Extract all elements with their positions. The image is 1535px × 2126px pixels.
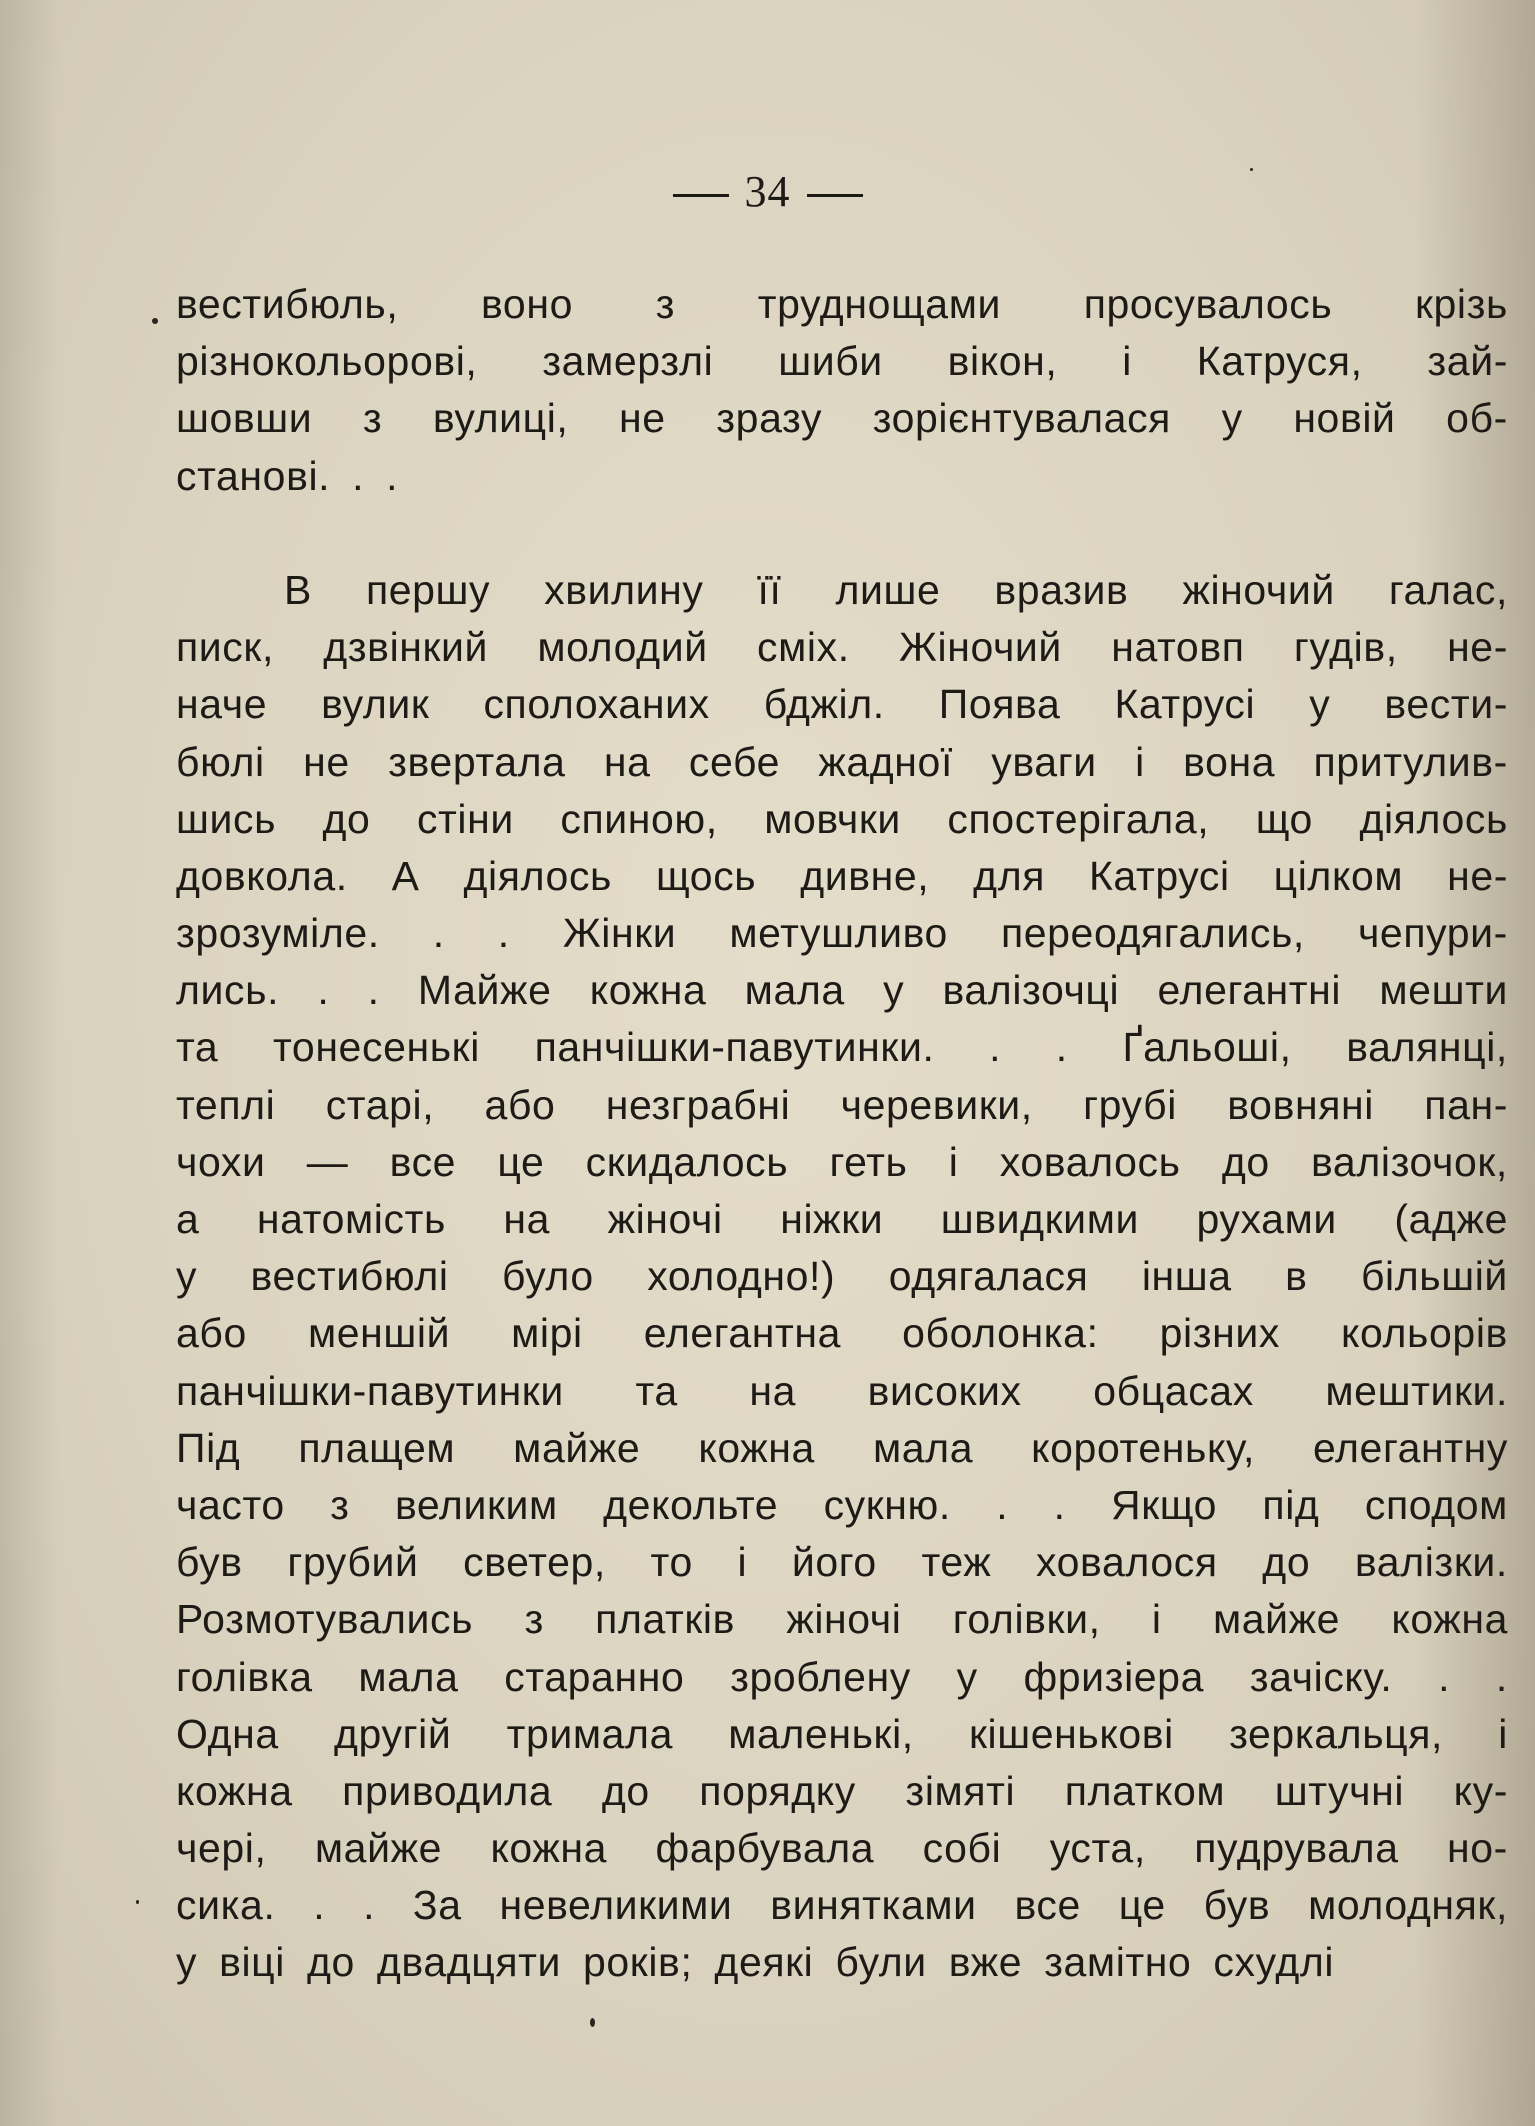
word: у — [956, 1653, 978, 1700]
word: ховалося — [1036, 1539, 1218, 1586]
word: голівка — [176, 1653, 313, 1700]
word: кожна — [698, 1424, 815, 1471]
word: старанно — [504, 1653, 685, 1700]
word: більшій — [1360, 1253, 1508, 1300]
text-line: станові. . . — [176, 452, 399, 499]
word: мірі — [511, 1310, 583, 1357]
word: фарбувала — [655, 1825, 875, 1872]
word: Одна — [176, 1710, 279, 1757]
word: Під — [176, 1424, 241, 1471]
text-line — [176, 1591, 1508, 1648]
word: або — [484, 1081, 556, 1128]
word: не- — [1447, 624, 1508, 671]
page-number — [0, 166, 1535, 217]
text-line — [176, 734, 1508, 791]
word: маленькі, — [728, 1710, 914, 1757]
word: Поява — [938, 681, 1061, 728]
word: що — [1255, 795, 1313, 842]
word: . — [1438, 1653, 1451, 1700]
word: високих — [867, 1367, 1022, 1414]
text-line — [176, 676, 1508, 733]
word: різних — [1159, 1310, 1280, 1357]
word: було — [502, 1253, 594, 1300]
word: панчішки-павутинки. — [534, 1024, 935, 1071]
word: шиби — [778, 338, 883, 385]
word: ку- — [1453, 1767, 1508, 1814]
word: стіни — [416, 795, 514, 842]
word: . — [367, 967, 380, 1014]
word: другій — [334, 1710, 452, 1757]
word: мештики. — [1325, 1367, 1508, 1414]
word: мешти — [1379, 967, 1508, 1014]
word: то — [650, 1539, 693, 1586]
word: переодягались, — [1000, 910, 1305, 957]
text-line — [176, 1134, 1508, 1191]
word: уваги — [991, 738, 1097, 785]
word: чохи — [176, 1138, 266, 1185]
word: винятками — [770, 1882, 977, 1929]
word: великим — [394, 1481, 558, 1528]
word: скидалось — [585, 1138, 789, 1185]
word: зорієнтувалася — [872, 395, 1171, 442]
word: інша — [1141, 1253, 1232, 1300]
word: мовчки — [764, 795, 901, 842]
word: жіночі — [786, 1596, 902, 1643]
word: на — [603, 738, 651, 785]
word: одягалася — [888, 1253, 1089, 1300]
text-line — [176, 791, 1508, 848]
word: старі, — [325, 1081, 435, 1128]
word: цілком — [1273, 852, 1404, 899]
page-number-dash-right — [807, 194, 863, 197]
text-line — [176, 1077, 1508, 1134]
text-line — [176, 1019, 1508, 1076]
word: до — [601, 1767, 650, 1814]
word: з — [524, 1596, 544, 1643]
text-line — [176, 962, 1508, 1019]
word: на — [749, 1367, 797, 1414]
word: . — [432, 910, 445, 957]
word: зрозуміле. — [176, 910, 380, 957]
word: плащем — [298, 1424, 456, 1471]
word: з — [655, 281, 676, 327]
word: Катрусі — [1088, 852, 1230, 899]
word: з — [330, 1481, 350, 1528]
word: кожна — [176, 1767, 293, 1814]
word: грубий — [287, 1539, 419, 1586]
page-number-dash-left — [673, 194, 729, 197]
word: теплі — [176, 1081, 276, 1128]
text-line — [176, 1305, 1508, 1362]
word: або — [176, 1310, 247, 1357]
word: це — [1118, 1882, 1166, 1929]
word: з — [362, 395, 383, 442]
word: шись — [176, 795, 277, 842]
word: все — [1014, 1882, 1081, 1929]
word: хвилину — [544, 566, 704, 613]
word: та — [176, 1024, 219, 1071]
text-line — [176, 905, 1508, 962]
word: і — [1135, 738, 1145, 785]
word: Катруся, — [1196, 338, 1363, 385]
word: часто — [176, 1481, 285, 1528]
word: А — [391, 852, 420, 899]
word: пудрувала — [1194, 1825, 1399, 1872]
word: мала — [358, 1653, 459, 1700]
word: спостерігала, — [947, 795, 1210, 842]
page-number-value: 34 — [744, 167, 791, 216]
word: зай- — [1427, 338, 1508, 385]
text-line — [176, 1477, 1508, 1534]
word: вестибюль, — [176, 281, 399, 327]
word: майже — [314, 1825, 443, 1872]
word: труднощами — [757, 281, 1002, 327]
word: вулик — [321, 681, 430, 728]
word: шовши — [176, 395, 313, 442]
word: вікон, — [947, 338, 1058, 385]
word: невеликими — [499, 1882, 733, 1929]
word: штучні — [1274, 1767, 1405, 1814]
word: Майже — [417, 967, 552, 1014]
word: жадної — [818, 738, 953, 785]
word: і — [948, 1138, 959, 1185]
word: (адже — [1394, 1196, 1508, 1242]
word: За — [412, 1882, 462, 1929]
word: . — [989, 1024, 1002, 1071]
word: светер, — [463, 1539, 606, 1586]
word: мала — [872, 1424, 974, 1471]
word: притулив- — [1313, 738, 1508, 785]
word: Розмотувались — [176, 1596, 474, 1643]
word: дзвінкий — [323, 624, 489, 671]
word: лись. — [176, 967, 280, 1014]
word: В — [284, 566, 312, 613]
text-line — [176, 1820, 1508, 1877]
word: пан- — [1424, 1081, 1508, 1128]
word: платків — [595, 1596, 735, 1643]
word: Катрусі — [1114, 681, 1256, 728]
text-line — [176, 848, 1508, 905]
word: Жіночий — [899, 624, 1062, 671]
word: до — [322, 795, 371, 842]
word: і — [1122, 338, 1132, 385]
word: у — [176, 1253, 198, 1300]
word: просувалось — [1083, 281, 1333, 327]
word: не — [303, 738, 350, 785]
text-line — [176, 390, 1508, 447]
word: і — [737, 1539, 748, 1586]
word: рухами — [1196, 1196, 1337, 1242]
word: сика. — [176, 1882, 276, 1929]
word: обцасах — [1093, 1367, 1254, 1414]
word: сполоханих — [483, 681, 710, 728]
text-line: у віці до двадцяти років; деякі були вже замітно схудлі — [176, 1939, 1335, 1986]
word: сподом — [1364, 1481, 1508, 1528]
word: різнокольорові, — [176, 338, 478, 385]
word: зроблену — [730, 1653, 911, 1700]
word: натовп — [1111, 624, 1245, 671]
text-line — [176, 1248, 1508, 1305]
word: грубі — [1083, 1081, 1177, 1128]
word: . — [313, 1882, 326, 1929]
word: галас, — [1388, 566, 1508, 613]
word: кольорів — [1341, 1310, 1508, 1357]
word: елегантну — [1312, 1424, 1508, 1471]
word: спиною, — [560, 795, 718, 842]
word: сміх. — [757, 624, 850, 671]
word: бджіл. — [763, 681, 885, 728]
word: звертала — [388, 738, 566, 785]
word: до — [1262, 1539, 1311, 1586]
ink-speck — [590, 2018, 595, 2027]
word: геть — [829, 1138, 908, 1185]
word: декольте — [603, 1481, 779, 1528]
word: об- — [1446, 395, 1508, 442]
word: і — [1151, 1596, 1162, 1643]
word: крізь — [1414, 281, 1508, 327]
word: для — [973, 852, 1046, 899]
word: наче — [176, 681, 268, 728]
word: елегантні — [1157, 967, 1342, 1014]
word: валізки. — [1354, 1539, 1508, 1586]
word: теж — [921, 1539, 992, 1586]
word: валізочок, — [1311, 1138, 1508, 1185]
word: Ґальоші, — [1122, 1024, 1292, 1071]
text-line — [176, 1420, 1508, 1477]
text-line — [176, 1649, 1508, 1706]
word: вести- — [1384, 681, 1508, 728]
word: майже — [513, 1424, 641, 1471]
word: на — [503, 1196, 551, 1242]
word: першу — [365, 566, 491, 613]
word: кожна — [589, 967, 707, 1014]
word: майже — [1212, 1596, 1341, 1643]
word: це — [497, 1138, 545, 1185]
word: кожна — [490, 1825, 608, 1872]
word: та — [635, 1367, 678, 1414]
word: жіночий — [1182, 566, 1335, 613]
word: . — [1053, 1481, 1066, 1528]
text-line — [176, 619, 1508, 676]
word: і — [1498, 1710, 1508, 1757]
word: писк, — [176, 624, 274, 671]
word: не — [619, 395, 666, 442]
word: зачіску. — [1249, 1653, 1393, 1700]
ink-speck — [152, 318, 158, 324]
word: у — [883, 967, 905, 1014]
word: бюлі — [176, 738, 265, 785]
word: вестибюлі — [250, 1253, 449, 1300]
word: елегантна — [643, 1310, 842, 1357]
word: діялось — [1359, 795, 1508, 842]
word: зімяті — [905, 1767, 1016, 1814]
word: мала — [744, 967, 845, 1014]
word: холодно!) — [647, 1253, 836, 1300]
word: . — [996, 1481, 1009, 1528]
text-line — [176, 276, 1508, 333]
text-line — [176, 1363, 1508, 1420]
word: замерзлі — [542, 338, 714, 385]
word: голівки, — [952, 1596, 1101, 1643]
word: лише — [835, 566, 941, 613]
word: валізочці — [942, 967, 1120, 1014]
word: діялось — [463, 852, 613, 899]
word: кожна — [1391, 1596, 1508, 1643]
word: — — [306, 1138, 349, 1185]
word: тонесенькі — [273, 1024, 480, 1071]
word: метушливо — [729, 910, 948, 957]
word: щось — [655, 852, 757, 899]
word: платком — [1064, 1767, 1226, 1814]
word: . — [363, 1882, 376, 1929]
word: її — [757, 566, 782, 613]
word: . — [1055, 1024, 1068, 1071]
word: до — [1221, 1138, 1270, 1185]
text-line — [176, 1191, 1508, 1248]
word: меншій — [307, 1310, 451, 1357]
text-line — [176, 562, 1508, 619]
word: себе — [688, 738, 780, 785]
word: уста, — [1049, 1825, 1146, 1872]
text-line — [176, 333, 1508, 390]
word: гудів, — [1293, 624, 1398, 671]
word: фризіера — [1023, 1653, 1204, 1700]
word: дивне, — [800, 852, 930, 899]
word: ховалось — [999, 1138, 1181, 1185]
word: . — [1495, 1653, 1508, 1700]
ink-speck — [136, 1900, 139, 1904]
word: не- — [1447, 852, 1508, 899]
word: зразу — [716, 395, 823, 442]
word: Жінки — [562, 910, 677, 957]
word: вона — [1183, 738, 1276, 785]
word: кішенькові — [969, 1710, 1174, 1757]
word: вразив — [994, 566, 1129, 613]
word: а — [176, 1196, 200, 1242]
word: молодняк, — [1308, 1882, 1508, 1929]
text-line — [176, 1706, 1508, 1763]
word: собі — [922, 1825, 1002, 1872]
word: оболонка: — [902, 1310, 1099, 1357]
word: порядку — [699, 1767, 856, 1814]
word: Якщо — [1111, 1481, 1218, 1528]
word: воно — [481, 281, 573, 327]
word: черевики, — [840, 1081, 1033, 1128]
word: зеркальця, — [1229, 1710, 1444, 1757]
word: незграбні — [605, 1081, 791, 1128]
text-line — [176, 1877, 1508, 1934]
word: коротеньку, — [1031, 1424, 1255, 1471]
word: в — [1285, 1253, 1308, 1300]
word: тримала — [506, 1710, 673, 1757]
word: все — [389, 1138, 457, 1185]
body-text — [176, 276, 1508, 1992]
word: но- — [1447, 1825, 1508, 1872]
word: . — [317, 967, 330, 1014]
word: черi, — [176, 1825, 267, 1872]
word: новій — [1293, 395, 1396, 442]
text-line — [176, 1763, 1508, 1820]
word: у — [1309, 681, 1331, 728]
word: довкола. — [176, 852, 348, 899]
word: натомість — [256, 1196, 446, 1242]
word: валянці, — [1346, 1024, 1508, 1071]
word: ніжки — [780, 1196, 884, 1242]
word: . — [497, 910, 510, 957]
word: під — [1262, 1481, 1320, 1528]
word: вовняні — [1227, 1081, 1374, 1128]
word: сукню. — [823, 1481, 951, 1528]
ink-speck — [1250, 168, 1253, 171]
word: був — [176, 1539, 243, 1586]
word: панчішки-павутинки — [176, 1367, 564, 1414]
word: його — [791, 1539, 877, 1586]
word: молодий — [537, 624, 708, 671]
word: жіночі — [607, 1196, 723, 1242]
word: швидкими — [940, 1196, 1139, 1242]
word: приводила — [342, 1767, 553, 1814]
paragraph-spacer — [176, 505, 1508, 562]
word: вулиці, — [432, 395, 569, 442]
text-line — [176, 1534, 1508, 1591]
word: чепури- — [1357, 910, 1508, 957]
word: у — [1221, 395, 1243, 442]
word: був — [1203, 1882, 1271, 1929]
